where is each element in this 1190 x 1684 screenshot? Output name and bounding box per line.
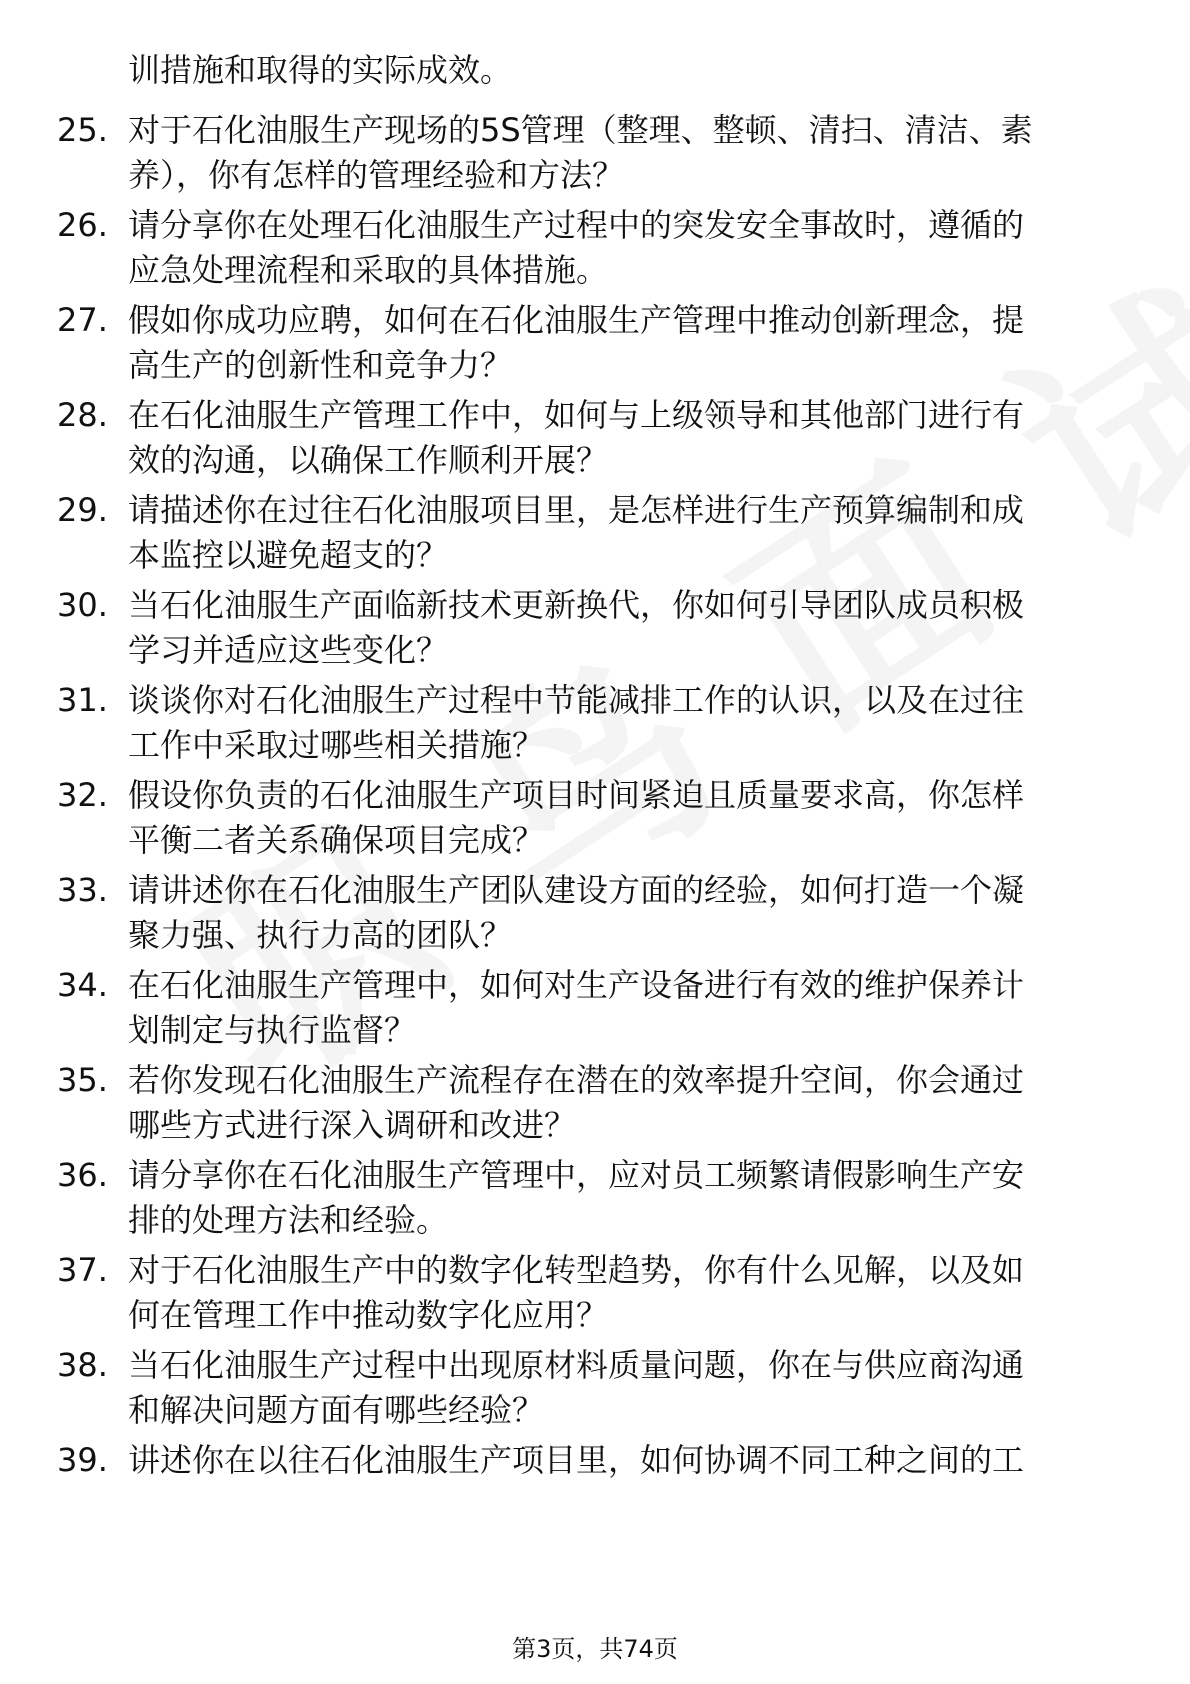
question-number: 35. [57, 1061, 108, 1099]
question-text-line: 工作中采取过哪些相关措施？ [128, 726, 545, 764]
question-item [0, 868, 1190, 964]
question-text-line: 请分享你在处理石化油服生产过程中的突发安全事故时，遵循的 [128, 206, 1025, 244]
question-text-line: 聚力强、执行力高的团队？ [128, 916, 513, 954]
question-text-line: 对于石化油服生产现场的5S管理（整理、整顿、清扫、清洁、素 [128, 111, 1033, 149]
question-item [0, 1438, 1190, 1534]
question-number: 30. [57, 586, 108, 624]
question-text-line: 高生产的创新性和竞争力？ [128, 346, 513, 384]
question-text-line: 假设你负责的石化油服生产项目时间紧迫且质量要求高，你怎样 [128, 776, 1025, 814]
page-footer: 第3页，共74页 [512, 1635, 678, 1663]
question-text-line: 请分享你在石化油服生产管理中，应对员工频繁请假影响生产安 [128, 1156, 1025, 1194]
question-item [0, 108, 1190, 204]
question-text-line: 讲述你在以往石化油服生产项目里，如何协调不同工种之间的工 [128, 1441, 1025, 1479]
question-text-line: 请描述你在过往石化油服项目里，是怎样进行生产预算编制和成 [128, 491, 1025, 529]
question-text-line: 学习并适应这些变化？ [128, 631, 449, 669]
question-text-line: 谈谈你对石化油服生产过程中节能减排工作的认识，以及在过往 [128, 681, 1025, 719]
question-text-line: 对于石化油服生产中的数字化转型趋势，你有什么见解，以及如 [128, 1251, 1025, 1289]
question-item [0, 488, 1190, 584]
question-number: 31. [57, 681, 108, 719]
question-text-line: 本监控以避免超支的？ [128, 536, 449, 574]
question-text-line: 假如你成功应聘，如何在石化油服生产管理中推动创新理念，提 [128, 301, 1025, 339]
question-number: 27. [57, 301, 108, 339]
question-number: 34. [57, 966, 108, 1004]
question-item [0, 1343, 1190, 1439]
question-number: 26. [57, 206, 108, 244]
question-number: 39. [57, 1441, 108, 1479]
question-number: 36. [57, 1156, 108, 1194]
question-item [0, 678, 1190, 774]
question-text-line: 在石化油服生产管理中，如何对生产设备进行有效的维护保养计 [128, 966, 1025, 1004]
question-item [0, 203, 1190, 299]
question-text-line: 效的沟通，以确保工作顺利开展？ [128, 441, 609, 479]
question-text-line: 请讲述你在石化油服生产团队建设方面的经验，如何打造一个凝 [128, 871, 1025, 909]
question-text-line: 在石化油服生产管理工作中，如何与上级领导和其他部门进行有 [128, 396, 1025, 434]
question-number: 38. [57, 1346, 108, 1384]
question-item [0, 298, 1190, 394]
question-text-line: 排的处理方法和经验。 [128, 1201, 449, 1239]
question-item [0, 393, 1190, 489]
question-number: 32. [57, 776, 108, 814]
question-text-line: 何在管理工作中推动数字化应用？ [128, 1296, 609, 1334]
question-text-line: 当石化油服生产过程中出现原材料质量问题，你在与供应商沟通 [128, 1346, 1025, 1384]
question-text-line: 若你发现石化油服生产流程存在潜在的效率提升空间，你会通过 [128, 1061, 1025, 1099]
question-text-line: 平衡二者关系确保项目完成？ [128, 821, 545, 859]
question-number: 37. [57, 1251, 108, 1289]
continuation-text: 训措施和取得的实际成效。 [128, 51, 513, 89]
question-item [0, 1153, 1190, 1249]
question-item [0, 1248, 1190, 1344]
question-text-line: 和解决问题方面有哪些经验？ [128, 1391, 545, 1429]
question-item [0, 583, 1190, 679]
question-number: 28. [57, 396, 108, 434]
question-text-line: 哪些方式进行深入调研和改进？ [128, 1106, 577, 1144]
question-item [0, 963, 1190, 1059]
question-text-line: 当石化油服生产面临新技术更新换代，你如何引导团队成员积极 [128, 586, 1025, 624]
question-item [0, 773, 1190, 869]
question-number: 33. [57, 871, 108, 909]
question-text-line: 划制定与执行监督？ [128, 1011, 417, 1049]
question-text-line: 应急处理流程和采取的具体措施。 [128, 251, 609, 289]
question-number: 29. [57, 491, 108, 529]
question-text-line: 养），你有怎样的管理经验和方法？ [128, 156, 625, 194]
question-item [0, 1058, 1190, 1154]
question-number: 25. [57, 111, 108, 149]
